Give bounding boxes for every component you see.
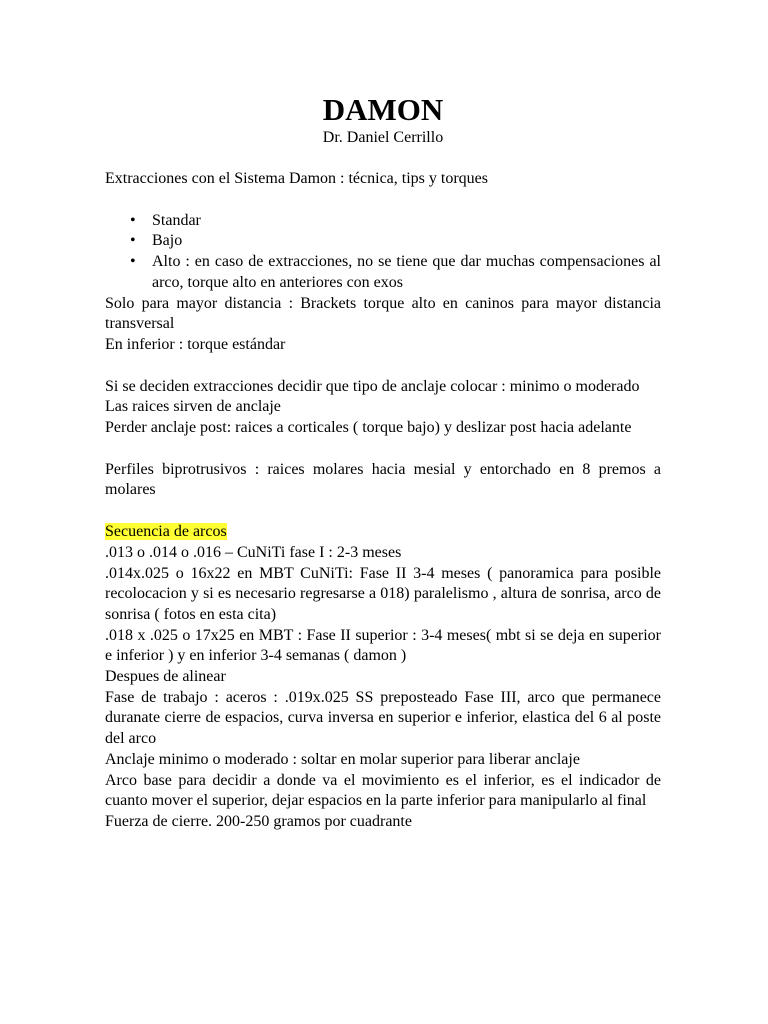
paragraph: .014x.025 o 16x22 en MBT CuNiTi: Fase II 3-4 meses ( panoramica para posible recolocacion y si es necesario regresarse a 018) paralelismo , altura de sonrisa, arco de sonrisa ( fotos en esta cita) [105,564,661,623]
bullet-text: Alto : en caso de extracciones, no se tiene que dar muchas compensaciones al arco, torque alto en anteriores con exos [152,253,661,291]
paragraph: Perfiles biprotrusivos : raices molares hacia mesial y entorchado en 8 premos a molares [105,460,661,499]
bullet-text: Bajo [152,232,183,250]
bullet-item [105,211,661,232]
spacer [105,147,661,169]
document-page [105,92,661,833]
paragraph: Perder anclaje post: raices a corticales ( torque bajo) y deslizar post hacia adelante [105,419,632,437]
spacer [105,190,661,211]
document-title: DAMON [322,92,444,127]
intro-line: Extracciones con el Sistema Damon : técnica, tips y torques [105,170,488,187]
paragraph: Arco base para decidir a donde va el movimiento es el inferior, es el indicador de cuanto mover el superior, dejar espacios en la parte inferior para manipularlo al final [105,771,661,810]
paragraph: En inferior : torque estándar [105,335,286,353]
paragraph: Fuerza de cierre. 200-250 gramos por cuadrante [105,812,412,830]
bullet-icon: • [130,232,136,250]
paragraph: Fase de trabajo : aceros : .019x.025 SS preposteado Fase III, arco que permanece duranate cierre de espacios, curva inversa en superior e inferior, elastica del 6 al poste del arco [105,688,661,748]
paragraph: .018 x .025 o 17x25 en MBT : Fase II superior : 3-4 meses( mbt si se deja en superior e inferior ) y en inferior 3-4 semanas ( damon ) [105,626,661,665]
paragraph: Si se deciden extracciones decidir que tipo de anclaje colocar : minimo o moderado [105,377,640,395]
bullet-item [105,231,661,252]
bullet-item [105,252,661,293]
paragraph: Anclaje minimo o moderado : soltar en molar superior para liberar anclaje [105,750,580,768]
bullet-icon: • [130,211,136,229]
highlighted-heading: Secuencia de arcos [105,523,227,541]
spacer [105,439,661,460]
paragraph: Las raices sirven de anclaje [105,398,281,416]
torque-bullet-list [105,211,661,294]
spacer [105,501,661,522]
section-heading [105,522,661,543]
bullet-text: Standar [152,211,201,229]
paragraph: Solo para mayor distancia : Brackets torque alto en caninos para mayor distancia transversal [105,294,661,333]
document-author: Dr. Daniel Cerrillo [322,129,444,146]
paragraph: Despues de alinear [105,668,226,686]
spacer [105,356,661,377]
paragraph: .013 o .014 o .016 – CuNiTi fase I : 2-3 meses [105,543,402,561]
bullet-icon: • [130,253,136,271]
